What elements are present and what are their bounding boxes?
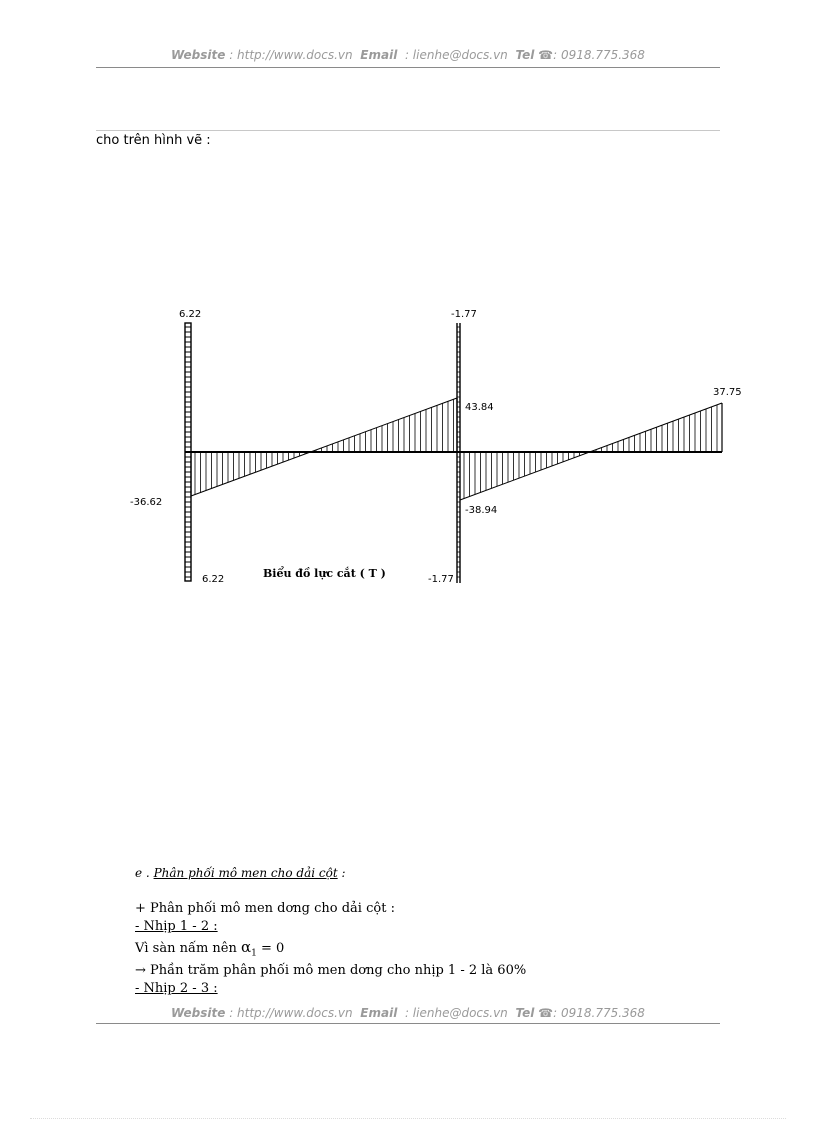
- label-middle-top: -1.77: [451, 309, 477, 320]
- right-arrow-icon: →: [135, 963, 146, 978]
- label-middle-max: 43.84: [465, 402, 494, 413]
- span-2-3-heading: - Nhịp 2 - 3 :: [135, 981, 218, 996]
- footer-tel-label: Tel: [515, 1006, 535, 1020]
- alpha-symbol: $\alpha_1$: [240, 938, 257, 959]
- footer-tel-number: : 0918.775.368: [553, 1006, 645, 1020]
- label-middle-min: -38.94: [465, 505, 498, 516]
- footer-phone-icon: ☎: [538, 1006, 554, 1020]
- page-bottom-border: [30, 1118, 786, 1119]
- website-label: Website: [171, 48, 226, 62]
- footer-email-label: Email: [360, 1006, 398, 1020]
- email-address[interactable]: : lienhe@docs.vn: [404, 48, 508, 62]
- page-footer: [96, 1006, 720, 1020]
- percentage-line: [135, 963, 526, 978]
- alpha-condition-suffix: = 0: [261, 941, 285, 956]
- section-heading: [135, 866, 346, 880]
- section-colon: :: [341, 866, 346, 880]
- label-right-max: 37.75: [713, 387, 742, 398]
- tel-number: : 0918.775.368: [553, 48, 645, 62]
- email-label: Email: [360, 48, 398, 62]
- label-left-min: -36.62: [130, 497, 163, 508]
- hatch-left-column-bottom: [185, 457, 191, 577]
- tel-label: Tel: [515, 48, 535, 62]
- label-left-top: 6.22: [179, 309, 202, 320]
- percentage-text: Phần trăm phân phối mô men dơng cho nhịp 1 - 2 là 60%: [150, 963, 527, 978]
- alpha-condition: [135, 938, 284, 959]
- section-letter: e .: [135, 866, 150, 880]
- footer-email-address[interactable]: : lienhe@docs.vn: [404, 1006, 508, 1020]
- footer-rule: [96, 1023, 720, 1024]
- label-middle-bottom: -1.77: [428, 574, 454, 585]
- footer-website-label: Website: [171, 1006, 226, 1020]
- diagram-title: Biểu đồ lực cắt ( T ): [263, 567, 386, 580]
- alpha-condition-prefix: Vì sàn nấm nên: [135, 941, 237, 956]
- website-url[interactable]: : http://www.docs.vn: [229, 48, 353, 62]
- phone-icon: ☎: [538, 48, 554, 62]
- span-1-2-heading: - Nhịp 1 - 2 :: [135, 919, 218, 934]
- label-left-bottom: 6.22: [202, 574, 225, 585]
- intro-text: cho trên hình vẽ :: [96, 133, 211, 148]
- moment-distribution-line: + Phân phối mô men dơng cho dải cột :: [135, 901, 395, 916]
- section-title: Phân phối mô men cho dải cột: [153, 866, 338, 880]
- hatch-left-column-top: [185, 327, 191, 447]
- span-1-shear-line: [191, 398, 457, 496]
- footer-website-url[interactable]: : http://www.docs.vn: [229, 1006, 353, 1020]
